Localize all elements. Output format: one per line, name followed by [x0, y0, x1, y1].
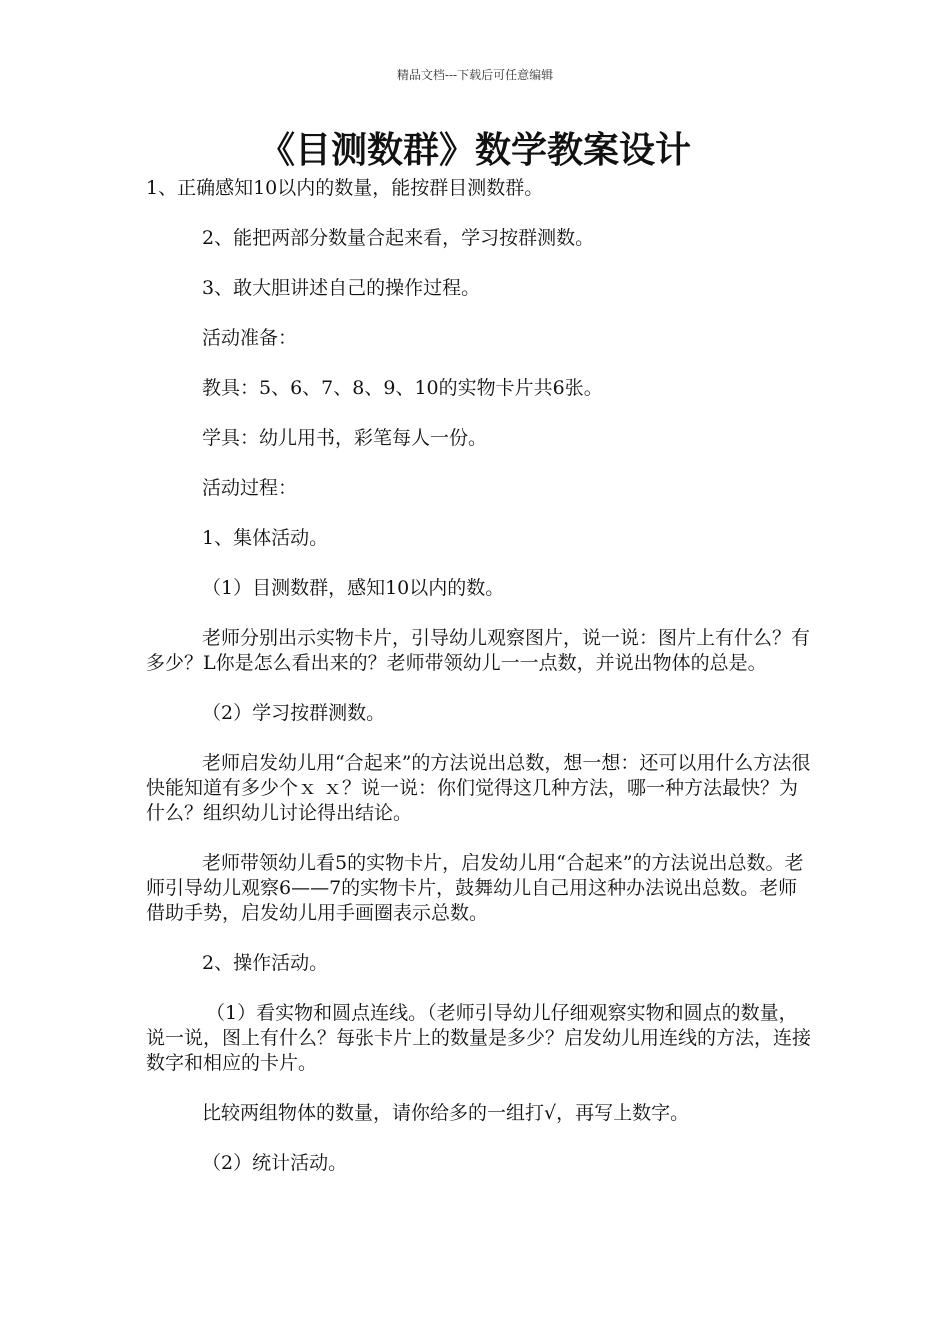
objective-3: 3、敢大胆讲述自己的操作过程。 [202, 277, 481, 299]
section-heading-process: 活动过程： [202, 477, 298, 499]
substep-1-2: （2）学习按群测数。 [202, 702, 386, 724]
objective-1: 1、正确感知10以内的数量，能按群目测数群。 [146, 177, 544, 199]
paragraph-observe-cards: 老师分别出示实物卡片，引导幼儿观察图片，说一说：图片上有什么？有多少？L你是怎么看出来的？老师带领幼儿一一点数，并说出物体的总是。 [146, 627, 811, 674]
objective-2: 2、能把两部分数量合起来看，学习按群测数。 [202, 227, 595, 249]
step-1-heading: 1、集体活动。 [202, 527, 329, 549]
learning-aids: 学具：幼儿用书，彩笔每人一份。 [202, 427, 488, 449]
header-note: 精品文档---下载后可任意编辑 [396, 68, 554, 82]
step-2-heading: 2、操作活动。 [202, 952, 329, 974]
paragraph-combine-method: 老师启发幼儿用“合起来”的方法说出总数，想一想：还可以用什么方法很快能知道有多少个ｘ ｘ？说一说：你们觉得这几种方法，哪一种方法最快？为什么？组织幼儿讨论得出结论。 [146, 752, 811, 824]
substep-2-1: （1）看实物和圆点连线。（老师引导幼儿仔细观察实物和圆点的数量，说一说，图上有什么？每张卡片上的数量是多少？启发幼儿用连线的方法，连接数字和相应的卡片。 [146, 1002, 812, 1074]
page-title: 《目测数群》数学教案设计 [258, 129, 691, 171]
paragraph-count-total: 老师带领幼儿看5的实物卡片，启发幼儿用“合起来”的方法说出总数。老师引导幼儿观察6——7的实物卡片，鼓舞幼儿自己用这种办法说出总数。老师借助手势，启发幼儿用手画圈表示总数。 [146, 852, 804, 924]
substep-2-2: （2）统计活动。 [202, 1152, 348, 1174]
section-heading-preparation: 活动准备： [202, 327, 298, 349]
document-body [146, 176, 812, 1176]
teaching-aids: 教具：5、6、7、8、9、10的实物卡片共6张。 [202, 377, 603, 399]
substep-1-1: （1）目测数群，感知10以内的数。 [202, 577, 505, 599]
paragraph-compare-groups: 比较两组物体的数量，请你给多的一组打√，再写上数字。 [202, 1102, 690, 1124]
